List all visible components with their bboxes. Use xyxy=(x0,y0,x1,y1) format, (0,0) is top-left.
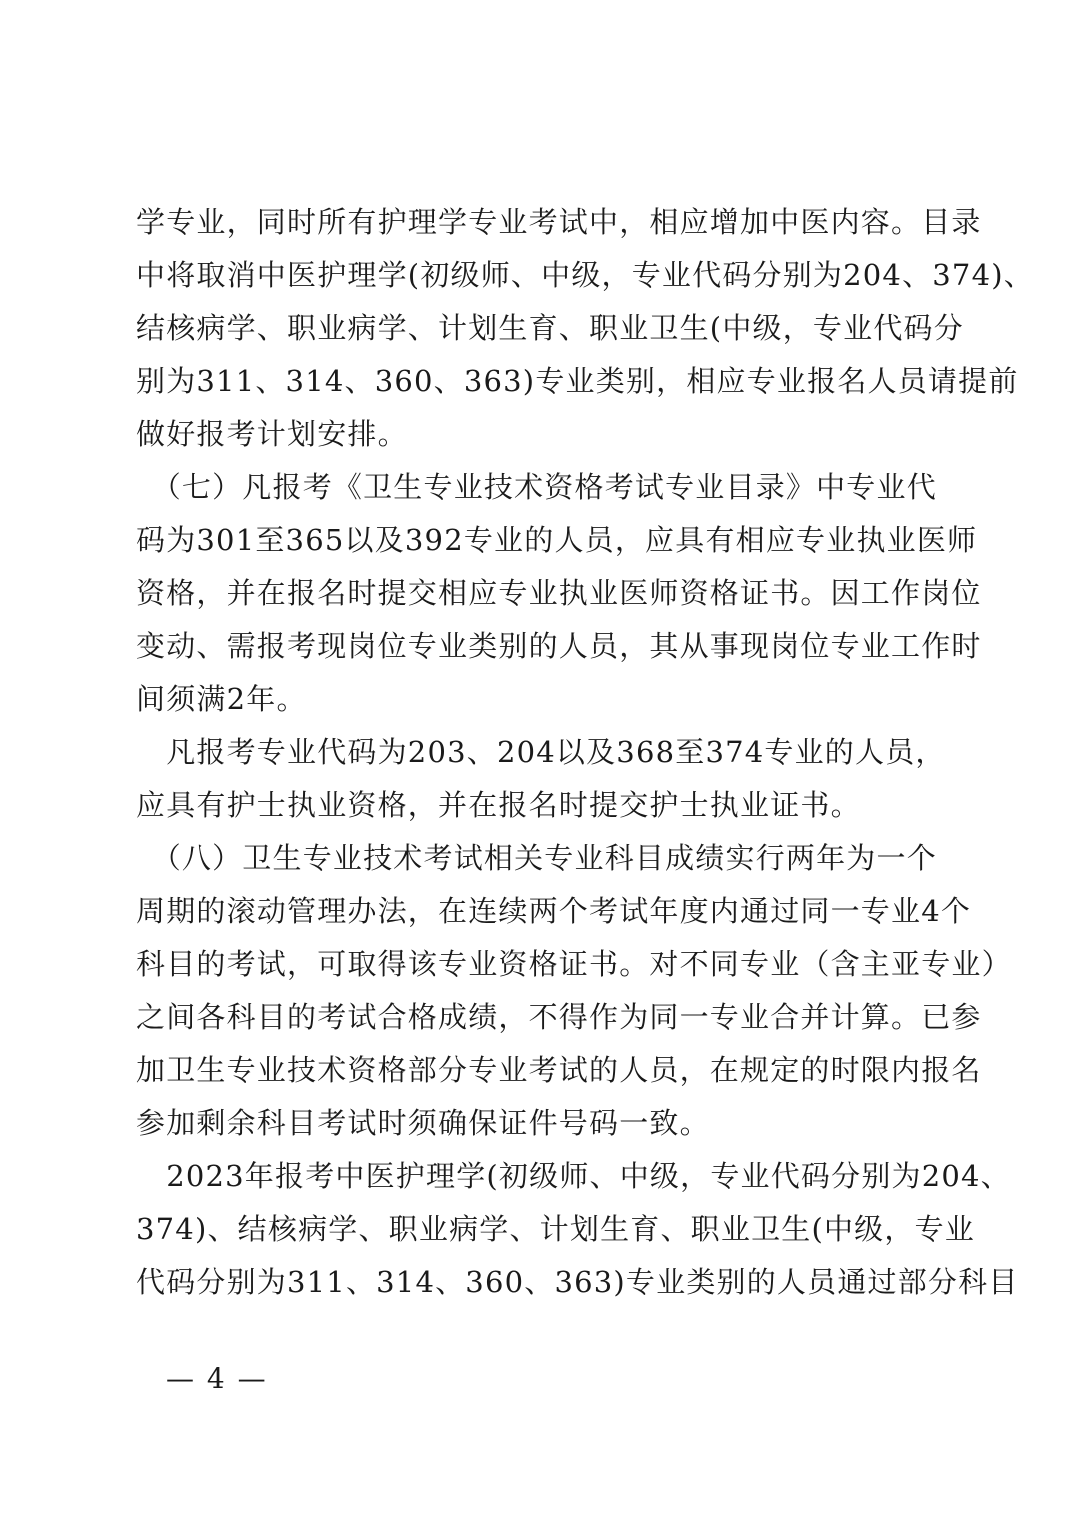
text-line: 学专业，同时所有护理学专业考试中，相应增加中医内容。目录 xyxy=(136,205,982,239)
text-line: 应具有护士执业资格，并在报名时提交护士执业证书。 xyxy=(136,788,861,822)
text-line: 参加剩余科目考试时须确保证件号码一致。 xyxy=(136,1106,710,1140)
text-line: 科目的考试，可取得该专业资格证书。对不同专业（含主亚专业） xyxy=(136,947,1012,981)
nurse-paragraph-start: 凡报考专业代码为203、204以及368至374专业的人员， xyxy=(136,735,946,769)
text-line: 做好报考计划安排。 xyxy=(136,417,408,451)
text-line: 374)、结核病学、职业病学、计划生育、职业卫生(中级，专业 xyxy=(136,1212,975,1246)
text-line: 代码分别为311、314、360、363)专业类别的人员通过部分科目 xyxy=(136,1265,1019,1299)
page-number: — 4 — xyxy=(166,1362,268,1395)
paragraph-7-start: （七）凡报考《卫生专业技术资格考试专业目录》中专业代 xyxy=(136,470,937,504)
text-line: 加卫生专业技术资格部分专业考试的人员，在规定的时限内报名 xyxy=(136,1053,982,1087)
text-line: 间须满2年。 xyxy=(136,682,307,716)
text-line: 结核病学、职业病学、计划生育、职业卫生(中级，专业代码分 xyxy=(136,311,964,345)
text-line: 之间各科目的考试合格成绩，不得作为同一专业合并计算。已参 xyxy=(136,1000,982,1034)
text-line: 码为301至365以及392专业的人员，应具有相应专业执业医师 xyxy=(136,523,978,557)
document-body xyxy=(136,196,1034,1309)
text-line: 周期的滚动管理办法，在连续两个考试年度内通过同一专业4个 xyxy=(136,894,972,928)
text-line: 资格，并在报名时提交相应专业执业医师资格证书。因工作岗位 xyxy=(136,576,982,610)
text-line: 中将取消中医护理学(初级师、中级，专业代码分别为204、374)、 xyxy=(136,258,1034,292)
paragraph-2023-start: 2023年报考中医护理学(初级师、中级，专业代码分别为204、 xyxy=(136,1159,1011,1193)
text-line: 别为311、314、360、363)专业类别，相应专业报名人员请提前 xyxy=(136,364,1019,398)
paragraph-8-start: （八）卫生专业技术考试相关专业科目成绩实行两年为一个 xyxy=(136,841,937,875)
text-line: 变动、需报考现岗位专业类别的人员，其从事现岗位专业工作时 xyxy=(136,629,982,663)
